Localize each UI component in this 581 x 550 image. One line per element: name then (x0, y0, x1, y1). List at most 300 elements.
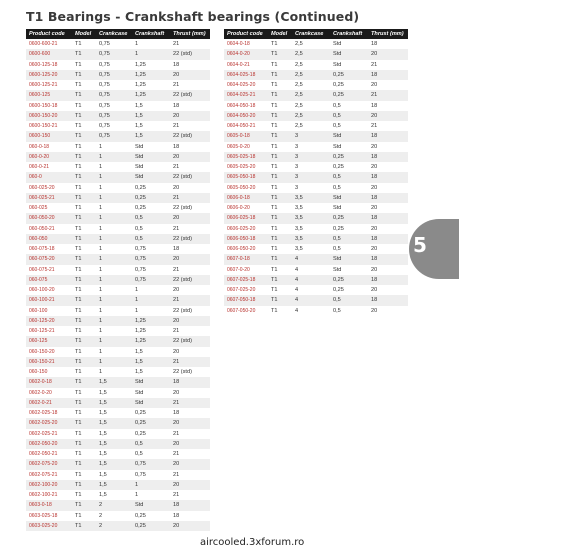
table-cell: 20 (371, 307, 378, 314)
table-cell: 0,25 (135, 430, 146, 437)
product-code-cell: 0606-0-20 (227, 205, 250, 212)
table-cell: T1 (271, 287, 278, 294)
table-cell: 1 (99, 205, 103, 212)
table-row (26, 244, 210, 254)
product-code-cell: 060-050-20 (26, 213, 72, 223)
product-code-cell: 0603-025-18 (29, 512, 58, 519)
table-cell: 1 (99, 164, 103, 171)
table-cell: 21 (173, 123, 180, 130)
table-cell: 1,5 (135, 102, 143, 109)
table-cell: 1 (96, 234, 132, 244)
table-cell: 20 (371, 225, 378, 232)
product-code-cell: 060-025-21 (26, 193, 72, 203)
table-cell: 20 (368, 111, 408, 121)
column-header: Thrust (mm) (170, 29, 210, 39)
table-cell: T1 (72, 131, 96, 141)
table-cell: 2,5 (295, 41, 303, 48)
product-code-cell: 0604-025-21 (224, 90, 268, 100)
table-cell: T1 (72, 459, 96, 469)
table-cell: 1 (96, 275, 132, 285)
table-row (224, 234, 408, 244)
table-cell: 18 (173, 246, 180, 253)
table-cell: 1 (99, 287, 103, 294)
table-cell: T1 (271, 82, 278, 89)
product-code-cell: 0604-050-18 (227, 102, 256, 109)
table-cell: 20 (170, 480, 210, 490)
table-row (26, 377, 210, 387)
table-cell: 0,75 (96, 49, 132, 59)
table-cell: T1 (72, 357, 96, 367)
table-cell: 21 (368, 90, 408, 100)
table-cell: 0,75 (96, 131, 132, 141)
table-row (224, 172, 408, 182)
product-code-cell: 0600-125-21 (29, 82, 58, 89)
table-cell: 3,5 (292, 234, 330, 244)
table-cell: Std (333, 61, 342, 68)
table-cell: T1 (271, 61, 278, 68)
table-row (26, 121, 210, 131)
table-cell: 3,5 (295, 246, 303, 253)
table-cell: 0,5 (132, 213, 170, 223)
table-cell: Std (132, 398, 170, 408)
table-cell: T1 (271, 123, 278, 130)
table-cell: 20 (173, 389, 180, 396)
table-cell: Std (330, 131, 368, 141)
table-cell: Std (132, 152, 170, 162)
table-cell: 18 (368, 70, 408, 80)
table-cell: T1 (75, 410, 82, 417)
table-cell: 22 (std) (170, 234, 210, 244)
table-cell: 21 (173, 328, 180, 335)
table-cell: 2,5 (295, 61, 303, 68)
table-cell: Std (132, 172, 170, 182)
table-cell: T1 (75, 61, 82, 68)
product-code-cell: 060-125 (26, 336, 72, 346)
product-code-cell: 0602-0-20 (29, 389, 52, 396)
product-code-cell: 0604-050-21 (227, 123, 256, 130)
table-cell: 18 (368, 131, 408, 141)
product-code-cell: 0604-025-18 (224, 70, 268, 80)
table-cell: T1 (72, 152, 96, 162)
table-cell: 18 (368, 234, 408, 244)
table-cell: T1 (75, 348, 82, 355)
table-cell: 3 (292, 131, 330, 141)
product-code-cell: 0600-125-18 (29, 61, 58, 68)
table-row (26, 234, 210, 244)
table-row (26, 193, 210, 203)
table-cell: Std (333, 205, 342, 212)
table-row (224, 121, 408, 131)
table-cell: 18 (368, 295, 408, 305)
table-cell: T1 (268, 90, 292, 100)
table-cell: 21 (173, 266, 180, 273)
table-cell: T1 (72, 295, 96, 305)
table-row (26, 459, 210, 469)
table-cell: 1 (96, 172, 132, 182)
table-cell: Std (330, 254, 368, 264)
table-cell: T1 (75, 471, 82, 478)
table-cell: T1 (72, 70, 96, 80)
table-cell: 22 (std) (173, 307, 192, 314)
table-row (26, 172, 210, 182)
product-code-cell: 0606-025-18 (224, 213, 268, 223)
table-row (26, 490, 210, 500)
table-row (26, 306, 210, 316)
table-row (26, 449, 210, 459)
product-code-cell: 060-075-18 (29, 246, 55, 253)
table-cell: 1,5 (132, 357, 170, 367)
table-cell: 0,75 (135, 246, 146, 253)
table-row (26, 152, 210, 162)
table-cell: 20 (170, 418, 210, 428)
product-code-cell: 060-0-21 (29, 164, 50, 171)
table-header-row (224, 29, 408, 39)
table-cell: Std (333, 41, 342, 48)
table-cell: 18 (173, 102, 180, 109)
table-cell: 20 (371, 246, 378, 253)
table-cell: T1 (271, 164, 278, 171)
table-cell: Std (135, 143, 144, 150)
table-row (224, 203, 408, 213)
product-code-cell: 060-075 (26, 275, 72, 285)
table-cell: 1,25 (135, 61, 146, 68)
table-row (224, 80, 408, 90)
table-cell: 3,5 (292, 213, 330, 223)
product-code-cell: 060-100 (29, 307, 48, 314)
table-cell: 1,5 (96, 418, 132, 428)
table-row (26, 49, 210, 59)
product-code-cell: 0607-025-18 (224, 275, 268, 285)
table-cell: 3,5 (292, 193, 330, 203)
table-cell: 18 (170, 500, 210, 510)
table-row (26, 295, 210, 305)
table-cell: 1 (96, 213, 132, 223)
table-cell: 18 (371, 41, 378, 48)
product-code-cell: 0607-050-18 (224, 295, 268, 305)
table-cell: 22 (std) (170, 336, 210, 346)
table-cell: 1 (135, 41, 139, 48)
table-cell: 18 (173, 410, 180, 417)
product-code-cell: 060-100-20 (29, 287, 55, 294)
product-code-cell: 0600-600 (26, 49, 72, 59)
table-cell: 1 (99, 266, 103, 273)
table-cell: T1 (268, 172, 292, 182)
table-cell: 3 (292, 172, 330, 182)
product-code-cell: 060-050 (26, 234, 72, 244)
product-code-cell: 060-150-21 (26, 357, 72, 367)
product-code-cell: 060-050-21 (29, 225, 55, 232)
table-row (26, 265, 210, 275)
table-cell: T1 (271, 143, 278, 150)
table-cell: 2 (96, 500, 132, 510)
table-cell: 1,5 (99, 451, 107, 458)
table-cell: 0,5 (135, 225, 143, 232)
table-row (26, 285, 210, 295)
table-cell: 20 (371, 205, 378, 212)
table-row (224, 306, 408, 316)
table-cell: Std (330, 49, 368, 59)
table-cell: 0,75 (99, 61, 110, 68)
table-row (26, 439, 210, 449)
chapter-number: 5 (413, 233, 427, 257)
table-cell: 0,5 (333, 246, 341, 253)
table-cell: 18 (368, 254, 408, 264)
table-cell: 2,5 (292, 70, 330, 80)
table-cell: Std (333, 266, 342, 273)
table-cell: T1 (72, 480, 96, 490)
table-cell: 3 (295, 184, 299, 191)
column-header: Crankshaft (330, 29, 368, 39)
table-row (26, 162, 210, 172)
table-cell: 3 (292, 152, 330, 162)
table-cell: 1,5 (132, 111, 170, 121)
watermark-text: aircooled.3xforum.ro (200, 537, 305, 548)
table-cell: 20 (371, 184, 378, 191)
table-cell: 20 (170, 111, 210, 121)
table-cell: T1 (75, 102, 82, 109)
table-cell: 0,75 (96, 111, 132, 121)
product-code-cell: 0602-100-20 (26, 480, 72, 490)
table-cell: 1 (99, 246, 103, 253)
product-code-cell: 0600-125-20 (26, 70, 72, 80)
table-cell: 1,5 (96, 377, 132, 387)
table-header-row (26, 29, 210, 39)
product-code-cell: 060-025-20 (29, 184, 55, 191)
table-cell: 1,5 (99, 389, 107, 396)
table-cell: 1 (135, 492, 139, 499)
table-cell: 0,25 (333, 82, 344, 89)
table-row (26, 60, 210, 70)
table-cell: 0,5 (333, 307, 341, 314)
table-cell: 1,5 (135, 369, 143, 376)
table-cell: 0,25 (333, 164, 344, 171)
table-cell: 20 (371, 287, 378, 294)
table-cell: 21 (173, 430, 180, 437)
table-cell: 2,5 (292, 49, 330, 59)
table-row (26, 326, 210, 336)
table-cell: 20 (170, 521, 210, 531)
table-row (224, 60, 408, 70)
table-row (26, 500, 210, 510)
table-cell: 2,5 (292, 111, 330, 121)
table-row (224, 70, 408, 80)
table-row (26, 203, 210, 213)
table-cell: 0,25 (135, 410, 146, 417)
table-cell: 18 (173, 512, 180, 519)
table-cell: T1 (72, 111, 96, 121)
table-row (26, 142, 210, 152)
column-header: Thrust (mm) (368, 29, 408, 39)
table-cell: T1 (75, 266, 82, 273)
table-cell: 4 (292, 254, 330, 264)
table-cell: 0,25 (132, 418, 170, 428)
table-cell: 20 (170, 439, 210, 449)
table-cell: T1 (271, 225, 278, 232)
table-cell: 0,25 (333, 287, 344, 294)
table-row (26, 511, 210, 521)
table-cell: 1 (132, 295, 170, 305)
product-code-cell: 0607-0-20 (227, 266, 250, 273)
table-cell: T1 (75, 164, 82, 171)
product-code-cell: 0604-0-21 (227, 61, 250, 68)
table-cell: T1 (75, 205, 82, 212)
table-row (224, 213, 408, 223)
product-code-cell: 060-0-18 (29, 143, 50, 150)
table-cell: 1 (132, 480, 170, 490)
table-cell: 22 (std) (170, 131, 210, 141)
product-code-cell: 0600-150-20 (26, 111, 72, 121)
table-row (224, 275, 408, 285)
column-header: Model (268, 29, 292, 39)
table-cell: 1 (99, 369, 103, 376)
table-cell: T1 (271, 102, 278, 109)
table-cell: 1 (96, 254, 132, 264)
table-cell: T1 (75, 41, 82, 48)
table-cell: 2 (99, 512, 103, 519)
table-cell: T1 (268, 131, 292, 141)
product-code-cell: 0600-600-21 (29, 41, 58, 48)
product-code-cell: 0602-025-21 (29, 430, 58, 437)
table-row (26, 418, 210, 428)
table-cell: 1,5 (135, 123, 143, 130)
product-code-cell: 060-125-21 (29, 328, 55, 335)
table-cell: 0,75 (135, 266, 146, 273)
table-cell: 1 (99, 143, 103, 150)
table-cell: T1 (268, 193, 292, 203)
table-cell: 20 (170, 213, 210, 223)
table-cell: T1 (268, 295, 292, 305)
page-title: T1 Bearings - Crankshaft bearings (Continued) (26, 9, 360, 24)
product-code-cell: 0606-050-20 (227, 246, 256, 253)
table-cell: T1 (271, 41, 278, 48)
table-cell: Std (132, 377, 170, 387)
table-cell: 1 (135, 287, 139, 294)
table-cell: 20 (371, 143, 378, 150)
table-row (224, 244, 408, 254)
product-code-cell: 060-150-20 (29, 348, 55, 355)
table-cell: 20 (170, 70, 210, 80)
table-cell: 0,75 (99, 82, 110, 89)
product-code-cell: 060-0-20 (26, 152, 72, 162)
table-cell: 1 (96, 316, 132, 326)
product-code-cell: 0600-150-18 (29, 102, 58, 109)
table-cell: 20 (170, 316, 210, 326)
table-cell: Std (135, 389, 144, 396)
table-cell: 1,5 (96, 439, 132, 449)
table-cell: 0,25 (132, 521, 170, 531)
table-cell: 18 (173, 61, 180, 68)
table-cell: 0,25 (330, 152, 368, 162)
table-cell: 2,5 (292, 90, 330, 100)
table-cell: 20 (173, 348, 180, 355)
table-cell: 1,5 (96, 459, 132, 469)
table-cell: 21 (173, 492, 180, 499)
table-cell: T1 (271, 246, 278, 253)
table-cell: 1,5 (96, 480, 132, 490)
table-row (26, 347, 210, 357)
table-cell: T1 (268, 234, 292, 244)
table-cell: 0,75 (99, 123, 110, 130)
column-header: Product code (26, 29, 72, 39)
table-cell: T1 (75, 82, 82, 89)
chapter-tab (409, 219, 459, 279)
table-cell: Std (330, 193, 368, 203)
product-code-cell: 0603-0-18 (26, 500, 72, 510)
product-code-cell: 060-100-21 (26, 295, 72, 305)
table-row (26, 213, 210, 223)
product-code-cell: 0602-050-21 (29, 451, 58, 458)
table-cell: 21 (173, 82, 180, 89)
table-cell: 22 (std) (170, 172, 210, 182)
table-row (224, 39, 408, 49)
product-code-cell: 0606-050-18 (224, 234, 268, 244)
table-cell: 1,25 (135, 82, 146, 89)
table-row (26, 316, 210, 326)
table-cell: Std (132, 500, 170, 510)
table-cell: 0,75 (96, 90, 132, 100)
table-cell: 2 (96, 521, 132, 531)
table-cell: T1 (271, 184, 278, 191)
table-cell: 0,75 (132, 459, 170, 469)
table-cell: 0,75 (99, 41, 110, 48)
product-code-cell: 0602-025-18 (29, 410, 58, 417)
table-row (224, 131, 408, 141)
table-cell: 1,5 (135, 348, 143, 355)
table-cell: 0,75 (99, 102, 110, 109)
table-cell: 4 (292, 275, 330, 285)
table-cell: T1 (72, 377, 96, 387)
table-row (26, 224, 210, 234)
table-cell: 1,25 (132, 90, 170, 100)
table-cell: 18 (371, 102, 378, 109)
table-cell: T1 (75, 430, 82, 437)
product-code-cell: 0604-0-20 (224, 49, 268, 59)
table-cell: 0,5 (330, 111, 368, 121)
table-cell: 1 (99, 307, 103, 314)
table-cell: T1 (72, 213, 96, 223)
table-cell: 21 (170, 295, 210, 305)
table-cell: 0,5 (135, 451, 143, 458)
table-cell: 22 (std) (170, 90, 210, 100)
table-row (224, 49, 408, 59)
table-cell: 21 (173, 451, 180, 458)
table-cell: 21 (173, 41, 180, 48)
product-code-cell: 060-025 (29, 205, 48, 212)
table-row (26, 336, 210, 346)
table-cell: T1 (72, 521, 96, 531)
column-header: Crankcase (292, 29, 330, 39)
table-cell: 18 (368, 172, 408, 182)
product-code-cell: 0604-0-18 (227, 41, 250, 48)
table-cell: 1 (99, 328, 103, 335)
table-cell: 3 (295, 143, 299, 150)
table-cell: 21 (173, 225, 180, 232)
table-cell: 2,5 (295, 82, 303, 89)
table-row (224, 101, 408, 111)
table-cell: 20 (371, 82, 378, 89)
table-cell: 4 (295, 307, 299, 314)
table-cell: 1 (132, 49, 170, 59)
table-row (224, 183, 408, 193)
table-cell: 1 (96, 336, 132, 346)
product-code-cell: 0604-050-20 (224, 111, 268, 121)
table-cell: Std (135, 164, 144, 171)
product-code-cell: 060-150 (29, 369, 48, 376)
table-cell: 0,5 (330, 234, 368, 244)
table-cell: 20 (371, 266, 378, 273)
product-code-cell: 0602-075-20 (26, 459, 72, 469)
table-row (26, 429, 210, 439)
